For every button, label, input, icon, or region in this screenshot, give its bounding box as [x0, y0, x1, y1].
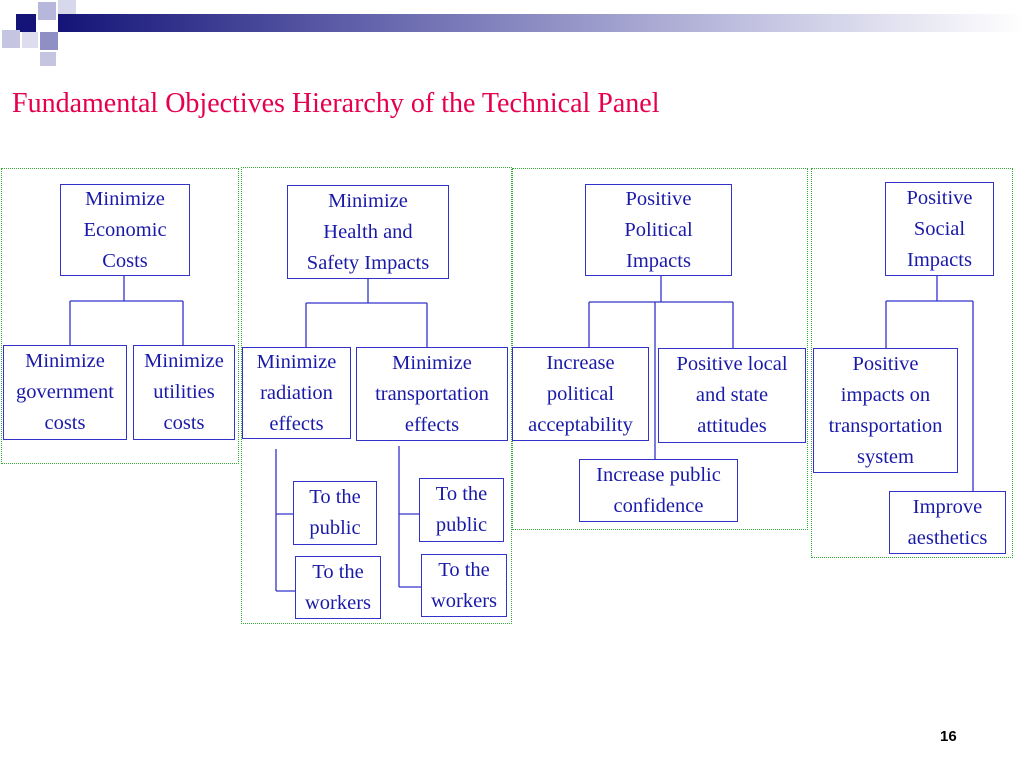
- node-positive-social-impacts: Positive Social Impacts: [885, 182, 994, 276]
- node-increase-public-confidence: Increase public confidence: [579, 459, 738, 522]
- node-radiation-to-the-public: To the public: [293, 481, 377, 545]
- node-increase-political-acceptability: Increase political acceptability: [512, 347, 649, 441]
- node-minimize-transportation-effects: Minimize transportation effects: [356, 347, 508, 441]
- node-minimize-economic-costs: Minimize Economic Costs: [60, 184, 190, 276]
- slide-title: Fundamental Objectives Hierarchy of the Technical Panel: [12, 88, 660, 119]
- node-radiation-to-the-workers: To the workers: [295, 556, 381, 619]
- node-minimize-radiation-effects: Minimize radiation effects: [242, 347, 351, 439]
- node-improve-aesthetics: Improve aesthetics: [889, 491, 1006, 554]
- page-number: 16: [940, 728, 957, 745]
- node-minimize-utilities-costs: Minimize utilities costs: [133, 345, 235, 440]
- connector-health: [306, 279, 427, 347]
- node-positive-local-state-attitudes: Positive local and state attitudes: [658, 348, 806, 443]
- connector-transportation: [399, 446, 421, 587]
- node-positive-impacts-transportation-system: Positive impacts on transportation system: [813, 348, 958, 473]
- node-transportation-to-the-public: To the public: [419, 478, 504, 542]
- connector-economic: [70, 276, 183, 345]
- node-minimize-health-safety-impacts: Minimize Health and Safety Impacts: [287, 185, 449, 279]
- node-transportation-to-the-workers: To the workers: [421, 554, 507, 617]
- node-minimize-government-costs: Minimize government costs: [3, 345, 127, 440]
- node-positive-political-impacts: Positive Political Impacts: [585, 184, 732, 276]
